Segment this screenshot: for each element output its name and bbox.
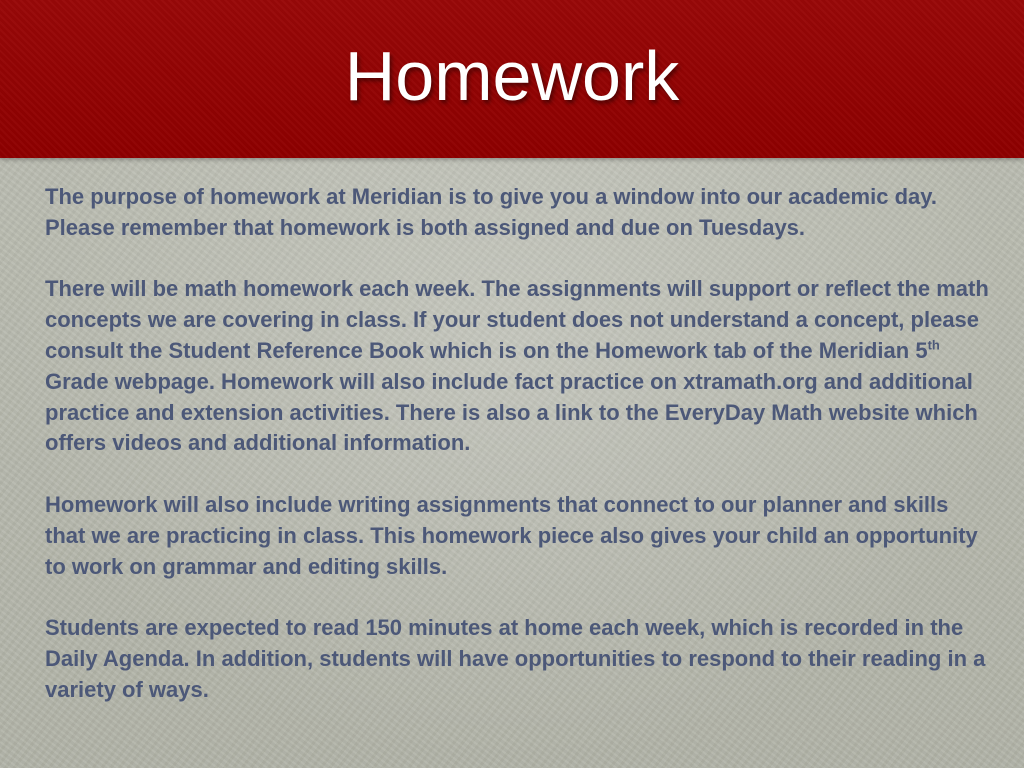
paragraph-reading: Students are expected to read 150 minutes at home each week, which is recorded in the Daily Agenda. In addition, students will have opportunities to respond to their reading in a variety of ways. [45,615,986,702]
slide-title: Homework [344,37,680,115]
paragraph-purpose: The purpose of homework at Meridian is to give you a window into our academic day. Please remember that homework is both assigned and due on Tuesdays. [45,184,937,240]
paragraph-math-text-a: There will be math homework each week. The assignments will support or reflect the math concepts we are covering in class. If your student does not understand a concept, please consult the Student Reference Book which is on the Homework tab of the Meridian 5 [45,276,989,363]
slide-body [45,182,990,706]
ordinal-suffix: th [927,337,940,353]
paragraph-writing-assignments: Homework will also include writing assignments that connect to our planner and skills that we are practicing in class. This homework piece also gives your child an opportunity to work on grammar and editing skills. [45,491,978,579]
paragraph-math-homework [45,274,990,459]
title-band [0,0,1024,158]
paragraph-math-text-b: Grade webpage. Homework will also include fact practice on xtramath.org and additional practice and extension activities. There is also a link to the EveryDay Math website which offers videos and additional information. [45,368,978,456]
